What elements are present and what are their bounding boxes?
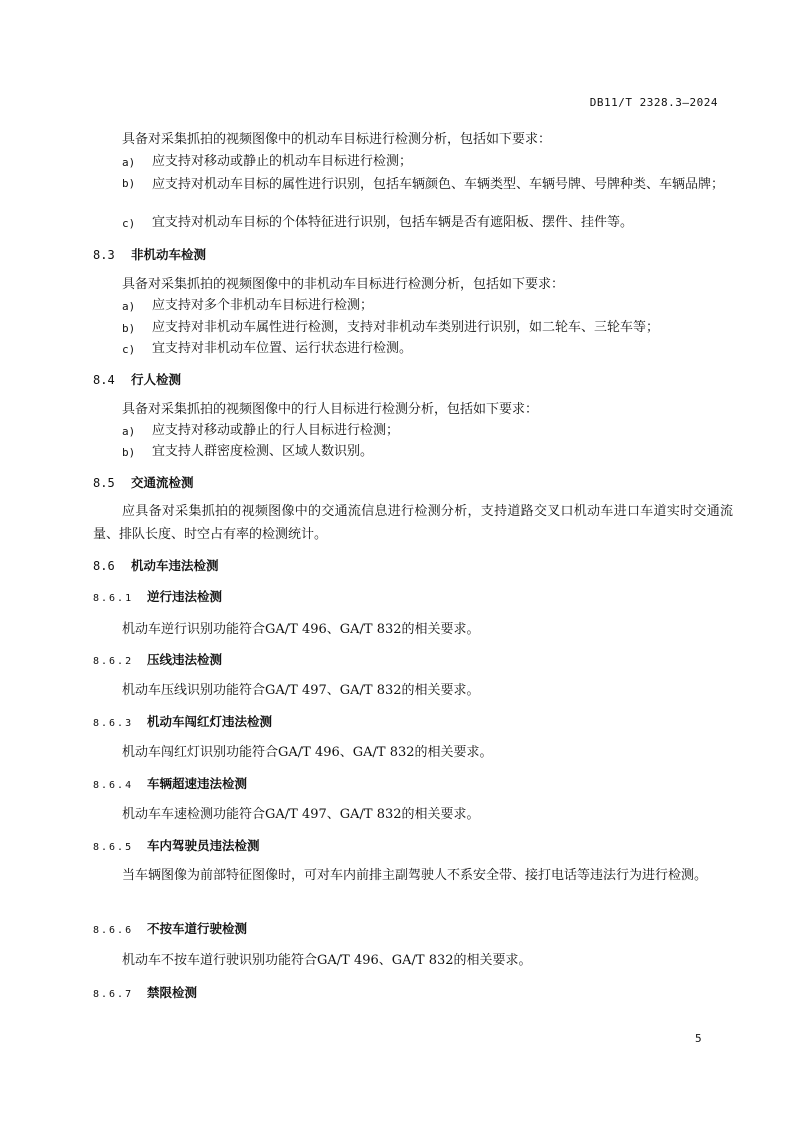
subsection-title: 禁限检测 [147, 985, 198, 1000]
paragraph: 机动车不按车道行驶识别功能符合GA/T 496、GA/T 832的相关要求。 [122, 953, 532, 968]
subsection-number: 8.6.2 [93, 656, 134, 667]
subsection-number: 8.6.7 [93, 989, 134, 1000]
section-number: 8.6 [93, 559, 115, 573]
paragraph: 具备对采集抓拍的视频图像中的机动车目标进行检测分析，包括如下要求： [122, 132, 552, 147]
paragraph: 机动车闯红灯识别功能符合GA/T 496、GA/T 832的相关要求。 [122, 745, 493, 760]
list-marker: c) [122, 217, 136, 230]
section-title: 交通流检测 [131, 475, 194, 490]
paragraph: 当车辆图像为前部特征图像时，可对车内前排主副驾驶人不系安全带、接打电话等违法行为进行检测。 [122, 868, 708, 883]
list-marker: a) [122, 156, 136, 169]
paragraph: 具备对采集抓拍的视频图像中的行人目标进行检测分析，包括如下要求： [122, 402, 539, 417]
list-item [122, 174, 732, 214]
list-item-text: 宜支持对机动车目标的个体特征进行识别，包括车辆是否有遮阳板、摆件、挂件等。 [152, 215, 634, 230]
subsection-title: 车辆超速违法检测 [147, 776, 248, 791]
section-title: 非机动车检测 [131, 247, 207, 262]
section-number: 8.5 [93, 476, 115, 490]
list-marker: c) [122, 343, 136, 356]
paragraph: 机动车车速检测功能符合GA/T 497、GA/T 832的相关要求。 [122, 807, 480, 822]
section-title: 行人检测 [131, 372, 182, 387]
subsection-heading [93, 837, 260, 857]
paragraph: 具备对采集抓拍的视频图像中的非机动车目标进行检测分析，包括如下要求： [122, 277, 565, 292]
list-marker: b) [122, 177, 136, 190]
list-marker: a) [122, 300, 136, 313]
section-title: 机动车违法检测 [131, 558, 219, 573]
subsection-heading [93, 775, 247, 795]
section-number: 8.4 [93, 373, 115, 387]
subsection-title: 逆行违法检测 [147, 589, 223, 604]
paragraph: 机动车逆行识别功能符合GA/T 496、GA/T 832的相关要求。 [122, 622, 480, 637]
section-heading [93, 246, 206, 264]
list-item-text: 宜支持人群密度检测、区域人数识别。 [152, 444, 374, 459]
subsection-heading [93, 920, 247, 940]
list-marker: a) [122, 425, 136, 438]
section-heading [93, 371, 181, 389]
list-item-text: 应支持对多个非机动车目标进行检测； [152, 298, 374, 313]
list-item-text: 应支持对机动车目标的属性进行识别，包括车辆颜色、车辆类型、车辆号牌、号牌种类、车辆品牌； [152, 177, 725, 192]
subsection-title: 机动车闯红灯违法检测 [147, 714, 273, 729]
subsection-number: 8.6.5 [93, 842, 134, 853]
subsection-number: 8.6.6 [93, 925, 134, 936]
subsection-heading [93, 588, 222, 608]
subsection-number: 8.6.3 [93, 718, 134, 729]
subsection-heading [93, 984, 197, 1004]
subsection-title: 压线违法检测 [147, 652, 223, 667]
list-item-text: 应支持对非机动车属性进行检测，支持对非机动车类别进行识别，如二轮车、三轮车等； [152, 320, 660, 335]
section-number: 8.3 [93, 248, 115, 262]
section-heading [93, 474, 194, 492]
subsection-number: 8.6.1 [93, 593, 134, 604]
list-marker: b) [122, 322, 136, 335]
paragraph: 机动车压线识别功能符合GA/T 497、GA/T 832的相关要求。 [122, 683, 480, 698]
subsection-title: 车内驾驶员违法检测 [147, 838, 260, 853]
subsection-title: 不按车道行驶检测 [147, 921, 248, 936]
list-item-text: 宜支持对非机动车位置、运行状态进行检测。 [152, 341, 413, 356]
subsection-number: 8.6.4 [93, 780, 134, 791]
subsection-heading [93, 713, 272, 733]
paragraph: 应具备对采集抓拍的视频图像中的交通流信息进行检测分析，支持道路交叉口机动车进口车道实时交通流量、排队长度、时空占有率的检测统计。 [93, 504, 733, 542]
list-item-text: 应支持对移动或静止的行人目标进行检测； [152, 423, 400, 438]
subsection-heading [93, 651, 222, 671]
list-marker: b) [122, 446, 136, 459]
document-id: DB11/T 2328.3—2024 [589, 96, 718, 109]
section-heading [93, 557, 219, 575]
list-item-text: 应支持对移动或静止的机动车目标进行检测； [152, 154, 413, 169]
page-number: 5 [695, 1032, 702, 1045]
